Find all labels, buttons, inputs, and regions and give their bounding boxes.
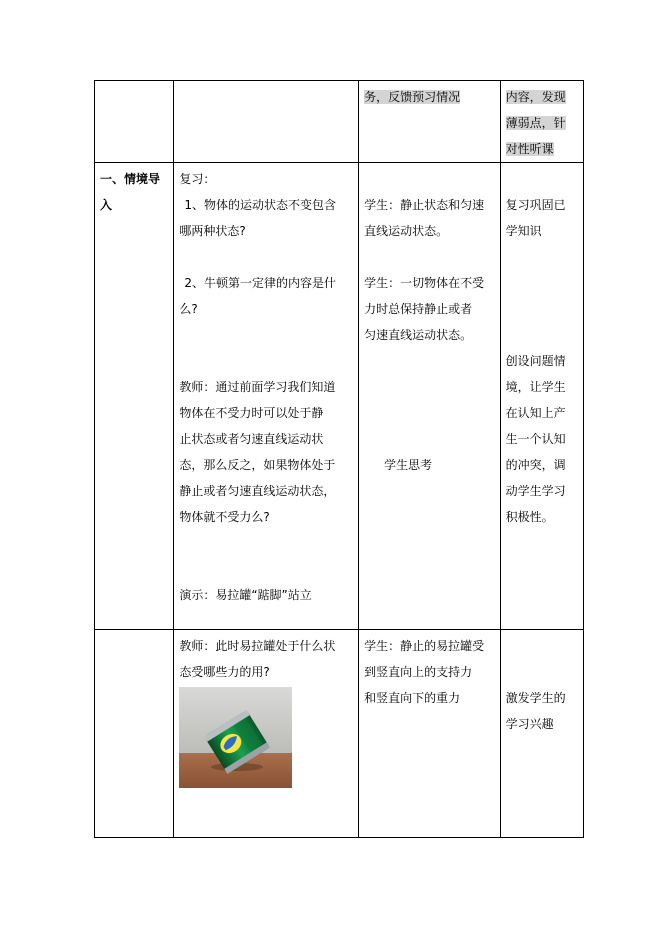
highlighted-text: 内容，发现 <box>505 90 566 104</box>
cell-teacher-can <box>174 630 359 838</box>
student-answer: 力时总保持静止或者 <box>364 302 473 316</box>
highlighted-text: 对性听课 <box>505 142 554 156</box>
cell-intent-intro <box>500 163 583 630</box>
student-answer: 匀速直线运动状态。 <box>364 328 473 342</box>
cell-intent-can <box>500 630 583 838</box>
section-title: 一、情境导 <box>100 172 161 186</box>
teacher-text: 态，那么反之，如果物体处于 <box>179 458 336 472</box>
intent-text: 境，让学生 <box>505 380 566 394</box>
teacher-text: 教师：此时易拉罐处于什么状 <box>179 639 336 653</box>
question-text: 么? <box>179 302 198 316</box>
intent-text: 生一个认知 <box>505 432 566 446</box>
student-answer: 和竖直向下的重力 <box>364 691 461 705</box>
teacher-text: 静止或者匀速直线运动状态， <box>179 484 336 498</box>
intent-text: 积极性。 <box>505 510 554 524</box>
student-answer: 直线运动状态。 <box>364 224 449 238</box>
question-text: 2、牛顿第一定律的内容是什 <box>184 276 336 290</box>
cell-student-top <box>359 81 501 163</box>
intent-text: 动学生学习 <box>505 484 566 498</box>
intent-text: 学知识 <box>505 224 542 238</box>
cell-teacher-intro <box>174 163 359 630</box>
table-row-intro <box>95 163 584 630</box>
cell-student-intro <box>359 163 501 630</box>
teacher-text: 态受哪些力的用? <box>179 665 270 679</box>
question-text: 哪两种状态? <box>179 224 246 238</box>
intent-text: 激发学生的 <box>505 691 566 705</box>
intent-text: 创设问题情 <box>505 354 566 368</box>
cell-section-title <box>95 163 174 630</box>
question-text: 1、物体的运动状态不变包含 <box>184 198 336 212</box>
cell-intent-top <box>500 81 583 163</box>
highlighted-text: 薄弱点，针 <box>505 116 566 130</box>
teacher-text: 教师：通过前面学习我们知道 <box>179 380 336 394</box>
cell-student-can <box>359 630 501 838</box>
lesson-plan-table <box>94 80 584 838</box>
section-title: 入 <box>100 198 113 212</box>
intent-text: 学习兴趣 <box>505 717 554 731</box>
student-answer: 学生：静止的易拉罐受 <box>364 639 485 653</box>
intent-text: 的冲突，调 <box>505 458 566 472</box>
cell-section-empty <box>95 81 174 163</box>
intent-text: 复习巩固已 <box>505 198 566 212</box>
intent-text: 在认知上产 <box>505 406 566 420</box>
student-answer: 学生：静止状态和匀速 <box>364 198 485 212</box>
highlighted-text: 务，反馈预习情况 <box>364 90 461 104</box>
teacher-text: 物体在不受力时可以处于静 <box>179 406 324 420</box>
review-label: 复习： <box>179 172 216 186</box>
demo-text: 演示：易拉罐“踮脚”站立 <box>179 588 312 602</box>
cell-section-empty <box>95 630 174 838</box>
teacher-text: 止状态或者匀速直线运动状 <box>179 432 324 446</box>
student-think: 学生思考 <box>384 458 433 472</box>
student-answer: 到竖直向上的支持力 <box>364 665 473 679</box>
student-answer: 学生：一切物体在不受 <box>364 276 485 290</box>
teacher-text: 物体就不受力么? <box>179 510 270 524</box>
table-row-can <box>95 630 584 838</box>
table-row-top <box>95 81 584 163</box>
tilted-soda-can-photo <box>179 687 292 788</box>
cell-teacher-empty <box>174 81 359 163</box>
